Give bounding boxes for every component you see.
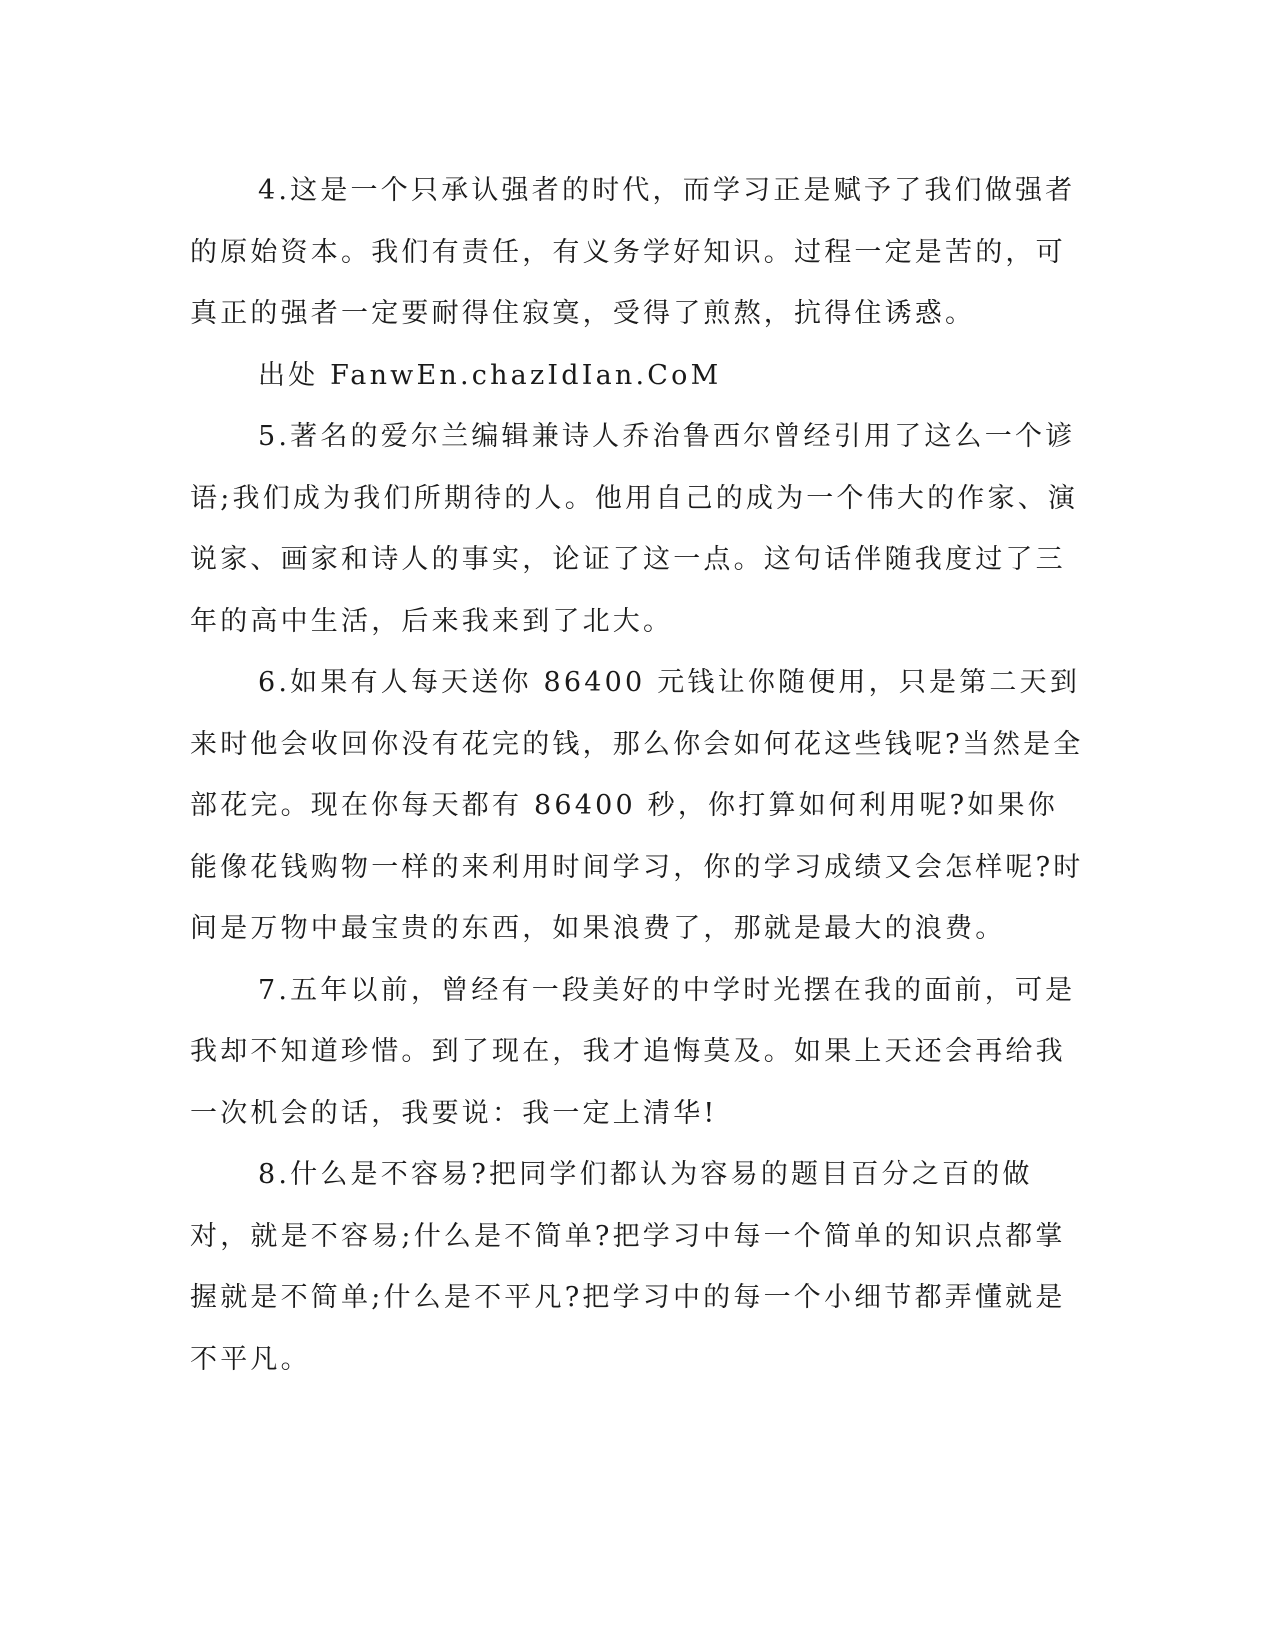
paragraph-4: 4.这是一个只承认强者的时代，而学习正是赋予了我们做强者的原始资本。我们有责任，有义务学好知识。过程一定是苦的，可真正的强者一定要耐得住寂寞，受得了煎熬，抗得住诱惑。 xyxy=(190,175,1076,329)
source-line: 出处 FanwEn.chazIdIan.CoM xyxy=(258,359,722,391)
paragraph-8: 8.什么是不容易?把同学们都认为容易的题目百分之百的做对，就是不容易;什么是不简单?把学习中每一个简单的知识点都掌握就是不简单;什么是不平凡?把学习中的每一个小细节都弄懂就是不平凡。 xyxy=(190,1159,1066,1375)
paragraph-5: 5.著名的爱尔兰编辑兼诗人乔治鲁西尔曾经引用了这么一个谚语;我们成为我们所期待的人。他用自己的成为一个伟大的作家、演说家、画家和诗人的事实，论证了这一点。这句话伴随我度过了三年的高中生活，后来我来到了北大。 xyxy=(190,421,1079,637)
document-body xyxy=(190,160,1085,1390)
paragraph-6: 6.如果有人每天送你 86400 元钱让你随便用，只是第二天到来时他会收回你没有花完的钱，那么你会如何花这些钱呢?当然是全部花完。现在你每天都有 86400 秒，你打算如何利用呢?如果你能像花钱购物一样的来利用时间学习，你的学习成绩又会怎样呢?时间是万物中最宝贵的东西，如果浪费了，那就是最大的浪费。 xyxy=(190,667,1084,944)
paragraph-7: 7.五年以前，曾经有一段美好的中学时光摆在我的面前，可是我却不知道珍惜。到了现在，我才追悔莫及。如果上天还会再给我一次机会的话，我要说：我一定上清华! xyxy=(190,974,1076,1129)
